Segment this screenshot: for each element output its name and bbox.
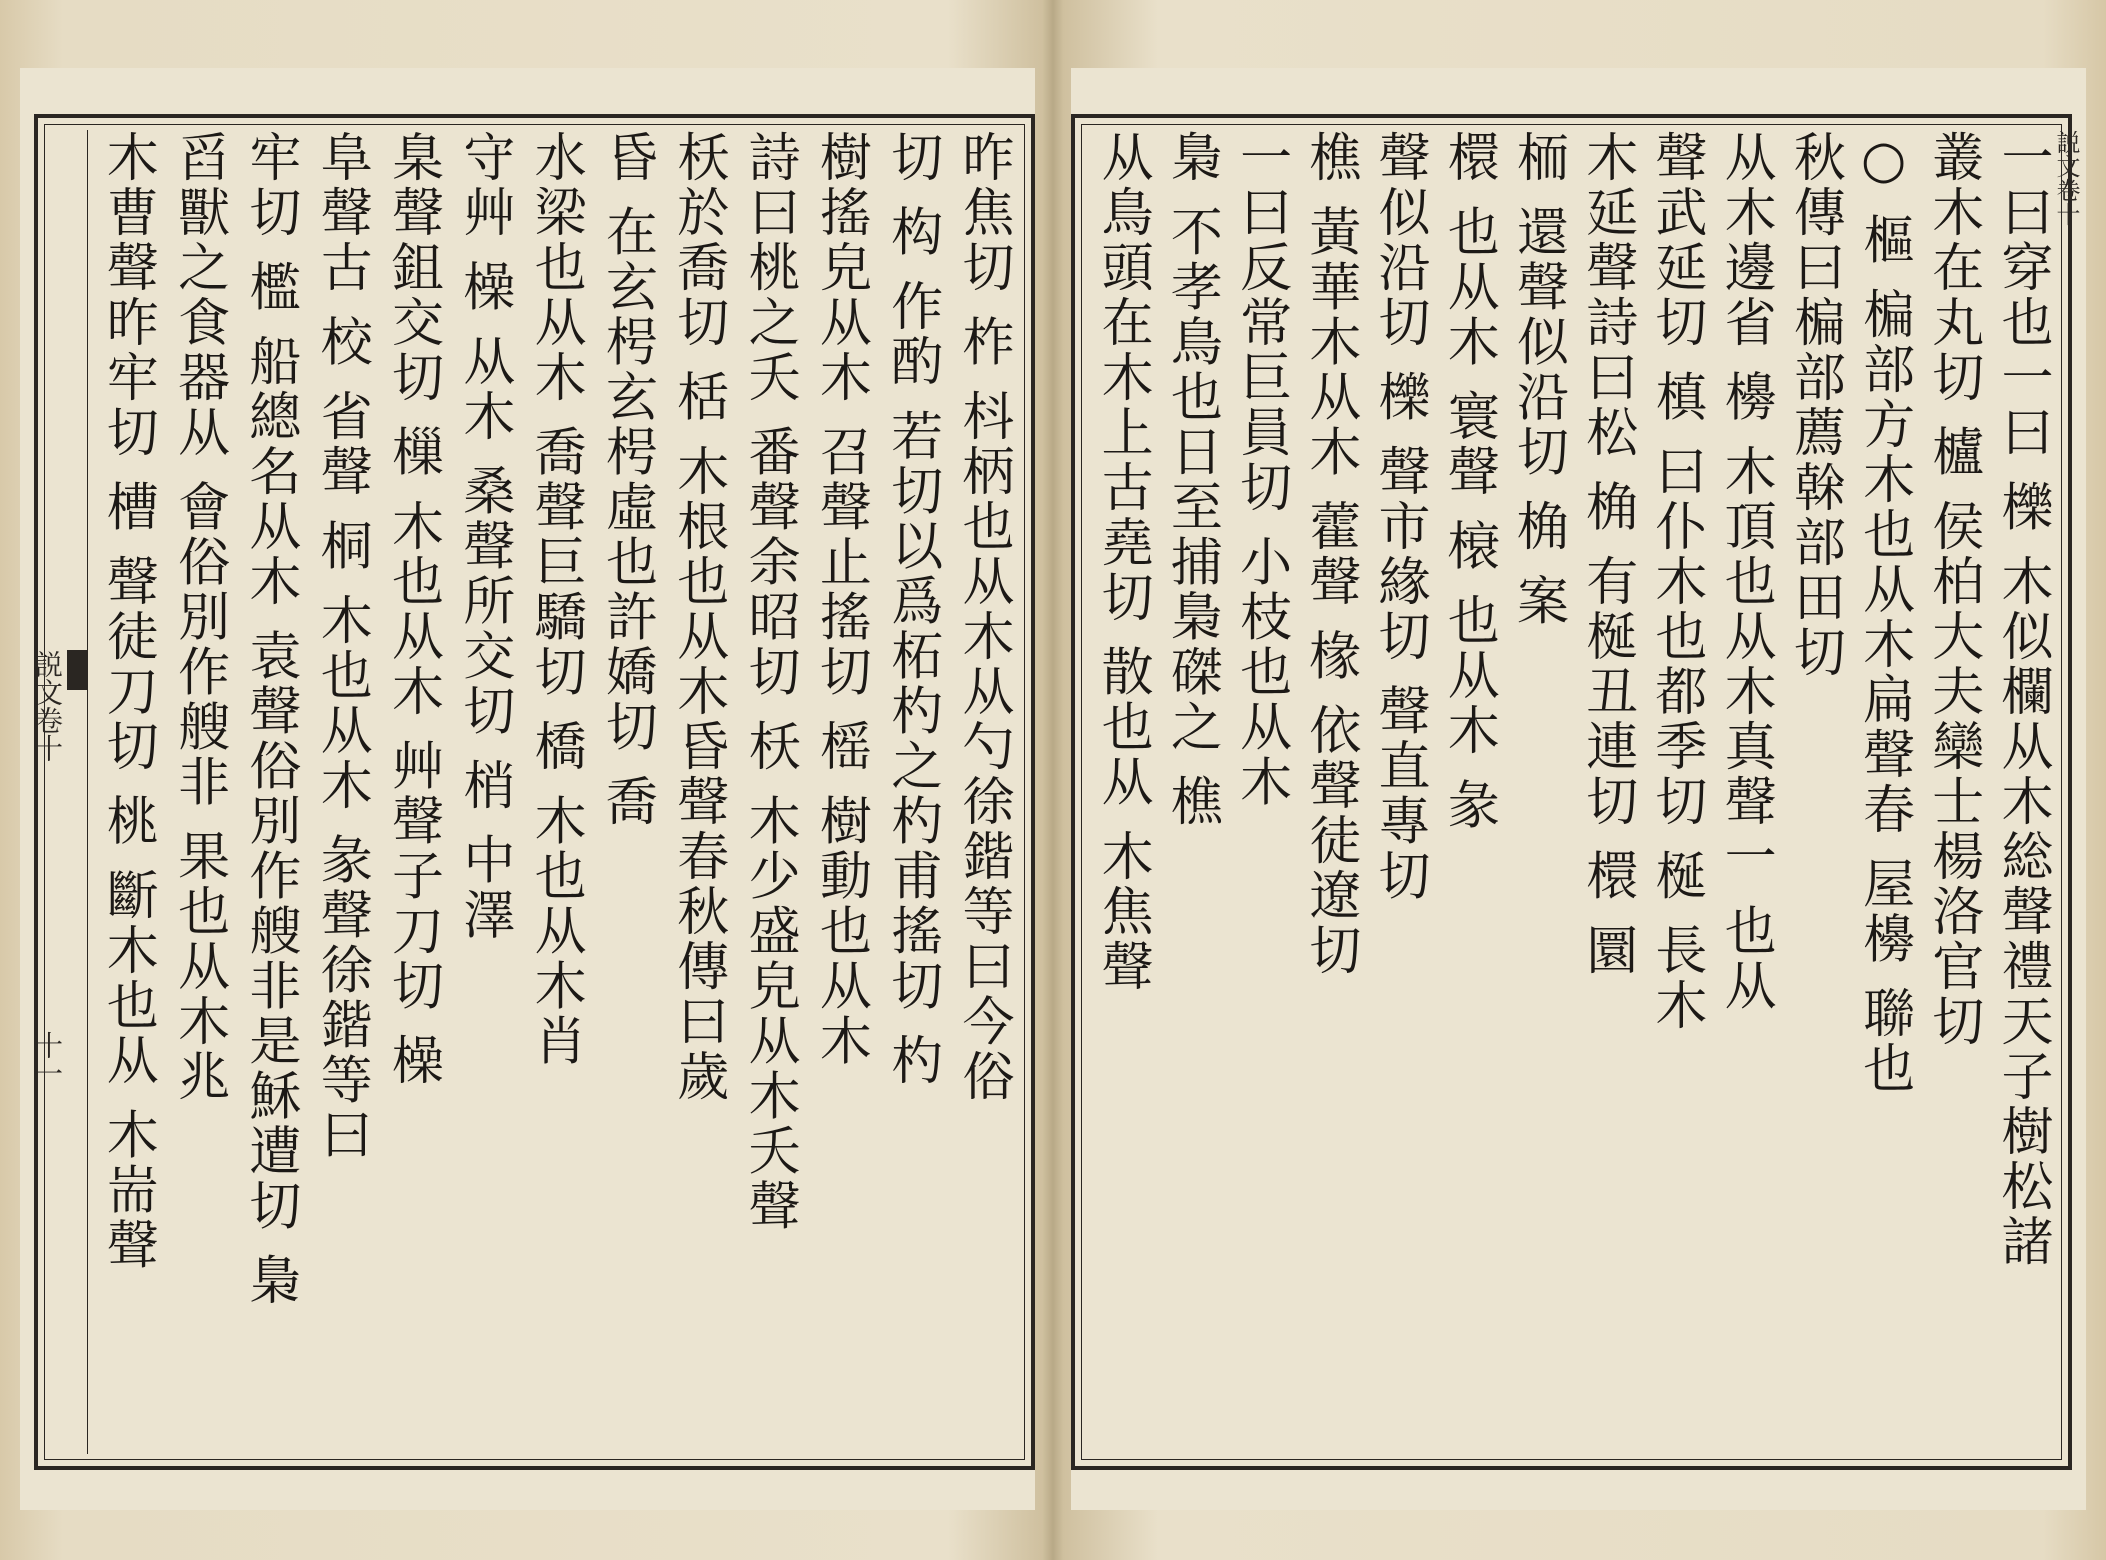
left-text-block bbox=[90, 130, 1017, 1454]
text-column: 臬聲鉏交切 樔 木也从木 艸聲子刀切 橾 bbox=[382, 130, 443, 1089]
text-column: 一曰反常巨員切 小枝也从木 bbox=[1230, 130, 1291, 810]
text-column: 詩曰桃之夭 番聲余昭切 枖 木少盛皃从木夭聲 bbox=[739, 130, 800, 1234]
text-column: 一曰穿也一曰 櫟 木似欄从木総聲禮天子樹松諸 bbox=[1992, 130, 2052, 1270]
text-column: 木延聲詩曰松 桷 有梴丑連切 檈 圜 bbox=[1576, 130, 1637, 979]
text-column: 梟 不孝鳥也日至捕梟磔之 樵 bbox=[1161, 130, 1222, 830]
right-banxin: 説文卷十 bbox=[2052, 130, 2080, 226]
text-column: 阜聲古 校 省聲 桐 木也从木 彖聲徐鍇等曰 bbox=[311, 130, 372, 1163]
text-column: 切 构 作酌 若切以爲柘杓之杓甫搖切 杓 bbox=[881, 130, 942, 1089]
text-column: 牢切 檻 船總名从木 袁聲俗別作艘非是穌遭切 梟 bbox=[239, 130, 300, 1309]
text-column: ○ 樞 楄部方木也从木扁聲春 屋櫋 聯也 bbox=[1853, 130, 1914, 1097]
text-column: 叢木在丸切 櫨 侯柏大夫欒士楊洛官切 bbox=[1922, 130, 1983, 1050]
right-text-block bbox=[1087, 130, 2056, 1454]
left-page bbox=[20, 68, 1035, 1510]
folio-number: 十一 bbox=[31, 1030, 64, 1087]
left-banxin bbox=[31, 130, 88, 1454]
text-column: 水梁也从木 喬聲巨驕切 橋 木也从木肖 bbox=[525, 130, 586, 1069]
text-column: 木曹聲昨牢切 槽 聲徒刀切 桃 斷木也从 木耑聲 bbox=[97, 130, 158, 1273]
fish-tail-mark bbox=[67, 650, 87, 690]
text-column: 聲似沿切 櫟 聲市緣切 聲直專切 bbox=[1369, 130, 1430, 904]
text-column: 昨焦切 柞 枓柄也从木从勺徐鍇等曰今俗 bbox=[953, 130, 1013, 1105]
text-column: 檈 也从木 寰聲 榱 也从木 彖 bbox=[1438, 130, 1499, 833]
banxin-title: 説文卷十 bbox=[31, 650, 64, 762]
text-column: 昏 在玄枵玄枵虛也許嬌切 喬 bbox=[596, 130, 657, 830]
text-column: 舀獸之食器从 會俗別作艘非 果也从木兆 bbox=[168, 130, 229, 1105]
text-column: 樵 黃華木从木 藿聲 椽 依聲徒遼切 bbox=[1299, 130, 1360, 979]
text-column: 从木邊省 櫋 木頂也从木真聲一 也从 bbox=[1715, 130, 1776, 1014]
text-column: 守艸 橾 从木 桑聲所交切 梢 中澤 bbox=[453, 130, 514, 943]
text-column: 秋傳曰楄部薦榦部田切 bbox=[1784, 130, 1845, 680]
text-column: 栭 還聲似沿切 桷 案 bbox=[1507, 130, 1568, 629]
text-column: 樹搖皃从木 召聲止搖切 榣 樹動也从木 bbox=[810, 130, 871, 1069]
right-page bbox=[1071, 68, 2086, 1510]
text-column: 从鳥頭在木上古堯切 散也从 木焦聲 bbox=[1092, 130, 1153, 995]
text-column: 枖於喬切 栝 木根也从木昏聲春秋傳曰歲 bbox=[667, 130, 728, 1105]
text-column: 聲武延切 槙 曰仆木也都季切 梴 長木 bbox=[1645, 130, 1706, 1034]
